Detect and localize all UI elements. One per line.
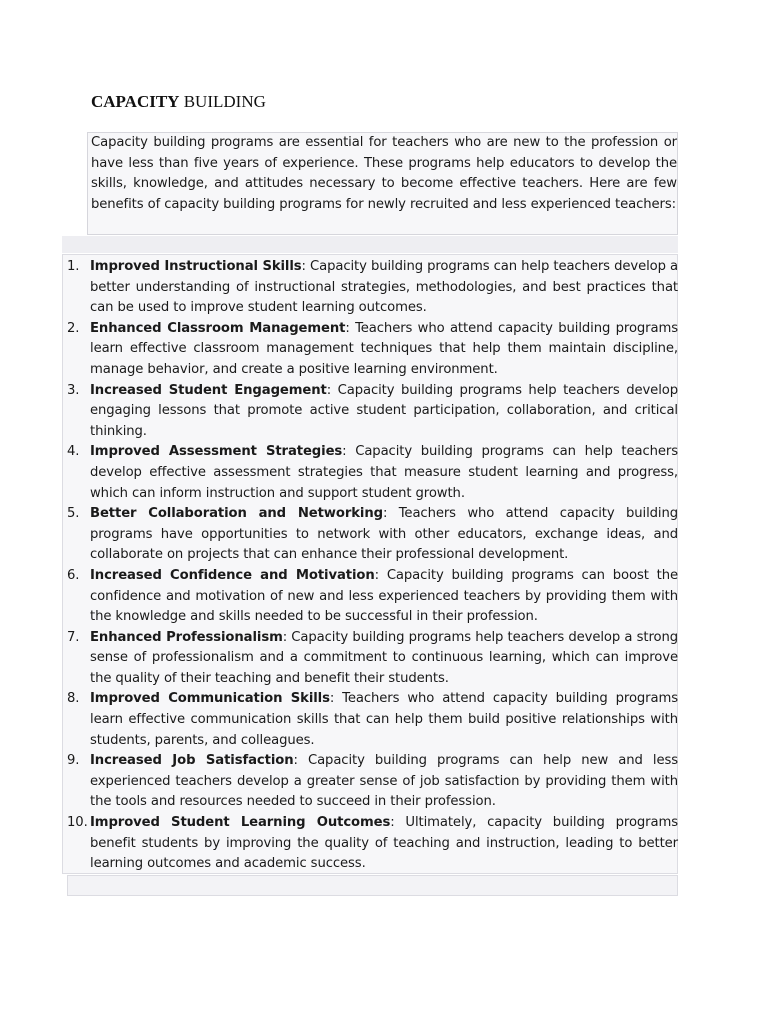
item-text: : Capacity building programs can boost the confidence and motivation of new and less experienced teachers by providing them with the knowledge and skills needed to be successful in their profession. [90,567,679,625]
list-item [62,628,678,690]
item-text: : Teachers who attend capacity building programs have opportunities to network with other educators, exchange ideas, and collaborate on projects that can enhance their professional development. [90,506,679,563]
list-item [62,566,678,628]
item-term: Enhanced Professionalism [90,629,283,645]
item-term: Better Collaboration and Networking [90,506,383,522]
item-number: 10. [67,815,88,831]
item-term: Enhanced Classroom Management [90,320,346,336]
page-title [91,92,266,112]
list-item [62,813,678,875]
item-number: 1. [67,259,80,274]
list-item [62,751,678,813]
benefits-list [62,257,678,875]
item-number: 4. [67,444,80,460]
item-text: : Capacity building programs can help teachers develop effective assessment strategies that measure student learning and progress, which can inform instruction and support student growth. [90,444,679,501]
item-term: Increased Confidence and Motivation [90,567,375,583]
item-term: Improved Student Learning Outcomes [90,815,391,831]
item-text: : Teachers who attend capacity building programs learn effective communication skills that can help them build positive relationships with students, parents, and colleagues. [90,691,678,748]
empty-table-row [67,875,678,896]
item-number: 7. [67,629,80,645]
list-item [62,504,678,566]
title-bold-word: CAPACITY [91,92,180,111]
item-text: : Capacity building programs help teachers develop engaging lessons that promote active student participation, collaboration, and critical thinking. [90,382,678,439]
item-text: : Capacity building programs can help teachers develop a better understanding of instructional strategies, methodologies, and best practices that can be used to improve student learning outcomes. [90,259,678,316]
item-number: 2. [67,320,80,336]
list-item [62,689,678,751]
item-number: 8. [67,691,80,707]
item-number: 3. [67,382,80,398]
title-rest: BUILDING [179,92,266,111]
item-text: : Ultimately, capacity building programs benefit students by improving the quality of teaching and instruction, leading to better learning outcomes and academic success. [90,815,678,872]
item-term: Improved Instructional Skills [90,259,302,274]
intro-paragraph: Capacity building programs are essential for teachers who are new to the profession or have less than five years of experience. These programs help educators to develop the skills, knowledge, and attitudes necessary to become effective teachers. Here are few benefits of capacity building programs for newly recruited and less experienced teachers: [91,135,677,213]
item-text: : Teachers who attend capacity building programs learn effective classroom management techniques that help them maintain discipline, manage behavior, and create a positive learning environment. [90,320,678,377]
item-number: 6. [67,567,80,583]
item-number: 9. [67,753,80,769]
item-term: Improved Assessment Strategies [90,444,343,460]
list-item [62,442,678,504]
item-text: : Capacity building programs can help new and less experienced teachers develop a greater sense of job satisfaction by providing them with the tools and resources needed to succeed in their profession. [90,753,679,810]
list-item [62,257,678,319]
item-term: Increased Student Engagement [90,382,327,398]
item-number: 5. [67,506,80,522]
list-item [62,319,678,381]
item-term: Increased Job Satisfaction [90,753,294,769]
item-term: Improved Communication Skills [90,691,330,707]
item-text: : Capacity building programs help teachers develop a strong sense of professionalism and a commitment to continuous learning, which can improve the quality of their teaching and benefit their students. [90,629,678,686]
list-item [62,381,678,443]
section-gap [62,236,678,253]
